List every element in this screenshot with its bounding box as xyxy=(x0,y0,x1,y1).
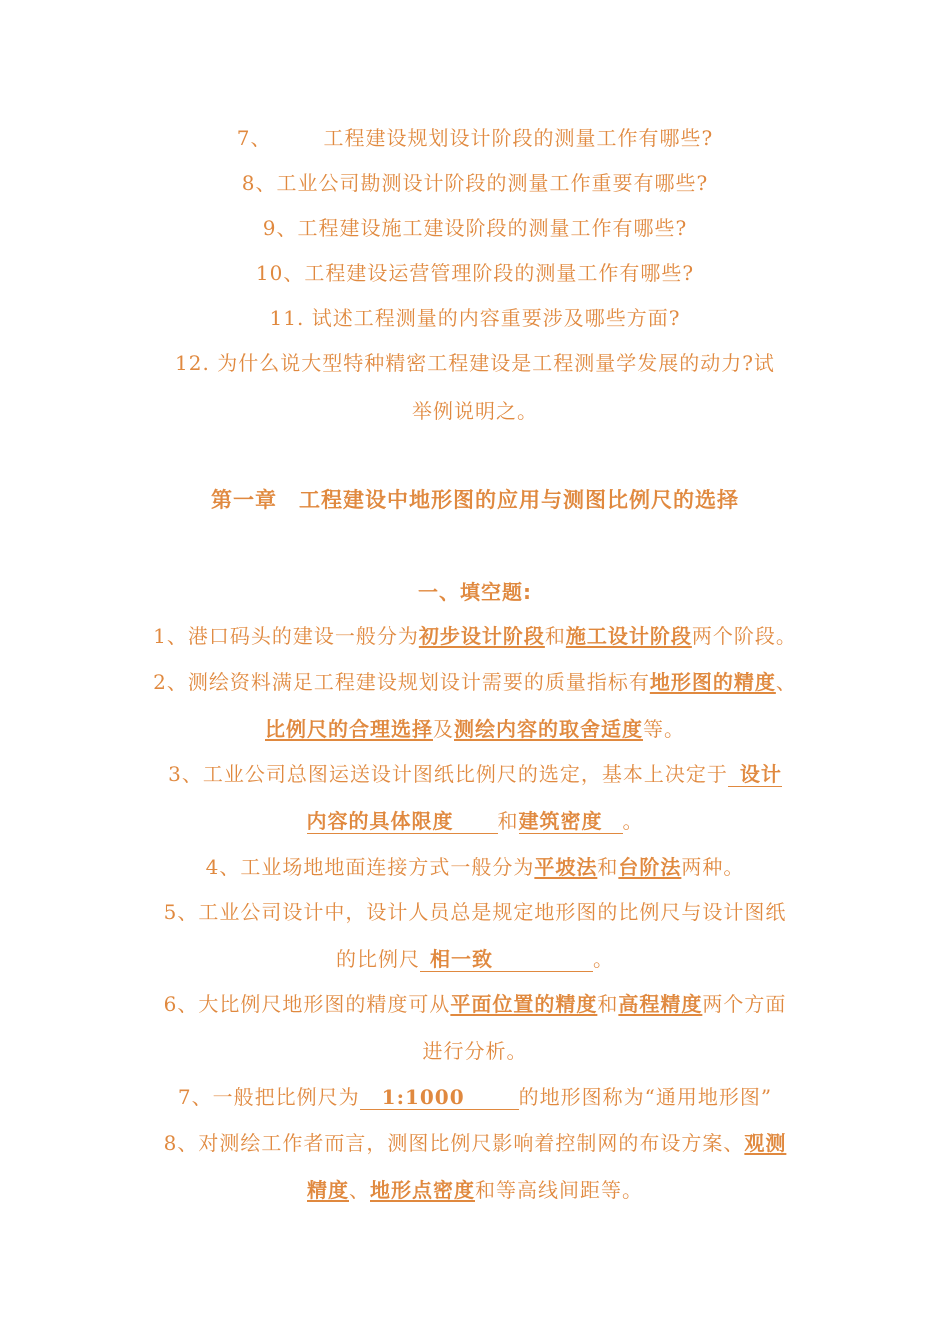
answer: 测绘内容的取舍适度 xyxy=(454,717,643,741)
text: 和 xyxy=(497,809,519,833)
question-11: 11. 试述工程测量的内容重要涉及哪些方面? xyxy=(269,306,681,330)
text: 和 xyxy=(544,624,566,648)
question-9: 9、工程建设施工建设阶段的测量工作有哪些? xyxy=(262,216,688,240)
fill-item-1 xyxy=(0,622,950,650)
text: 的地形图称为“通用地形图” xyxy=(518,1085,773,1109)
answer: 施工设计阶段 xyxy=(565,624,692,648)
text: 、 xyxy=(349,1178,370,1202)
answer: 地形点密度 xyxy=(370,1178,475,1202)
fill-item-2-line1 xyxy=(0,668,950,696)
answer: 地形图的精度 xyxy=(649,670,776,694)
fill-item-6-line2: 进行分析。 xyxy=(422,1039,528,1063)
text: 3、工业公司总图运送设计图纸比例尺的选定，基本上决定于 xyxy=(168,762,728,786)
fill-item-8-line1 xyxy=(0,1129,950,1157)
text: 和等高线间距等。 xyxy=(475,1178,643,1202)
question-7 xyxy=(0,124,950,152)
fill-item-2-line2 xyxy=(0,715,950,743)
fill-item-5-line2 xyxy=(0,945,950,973)
fill-item-8-line2 xyxy=(0,1176,950,1204)
fill-item-3-line1 xyxy=(0,760,950,788)
answer: 相一致 xyxy=(420,947,593,972)
chapter-title: 第一章 工程建设中地形图的应用与测图比例尺的选择 xyxy=(211,488,739,512)
text: 的比例尺 xyxy=(336,947,420,971)
text: 两种。 xyxy=(681,855,745,879)
answer: 平坡法 xyxy=(534,855,598,879)
answer: 设计 xyxy=(728,762,782,787)
question-text: 工程建设规划设计阶段的测量工作有哪些? xyxy=(323,126,714,150)
text: 两个方面 xyxy=(702,992,787,1016)
answer: 精度 xyxy=(307,1178,349,1202)
answer: 高程精度 xyxy=(618,992,703,1016)
text: 两个阶段。 xyxy=(691,624,797,648)
question-number: 7、 xyxy=(236,126,272,150)
answer: 初步设计阶段 xyxy=(418,624,545,648)
fill-item-4 xyxy=(0,853,950,881)
text: 4、工业场地地面连接方式一般分为 xyxy=(205,855,535,879)
text: 、 xyxy=(775,670,797,694)
fill-item-6-line1 xyxy=(0,990,950,1018)
question-10: 10、工程建设运营管理阶段的测量工作有哪些? xyxy=(255,261,695,285)
text: 8、对测绘工作者而言，测图比例尺影响着控制网的布设方案、 xyxy=(163,1131,745,1155)
question-12-line2: 举例说明之。 xyxy=(412,399,538,423)
text: 等。 xyxy=(643,717,685,741)
text: 1、港口码头的建设一般分为 xyxy=(153,624,419,648)
text: 6、大比例尺地形图的精度可从 xyxy=(163,992,451,1016)
answer: 1:1000 xyxy=(360,1085,519,1110)
text: 。 xyxy=(593,947,614,971)
text: 和 xyxy=(597,992,619,1016)
text: 7、一般把比例尺为 xyxy=(177,1085,360,1109)
answer: 观测 xyxy=(744,1131,787,1155)
question-12-line1: 12. 为什么说大型特种精密工程建设是工程测量学发展的动力?试 xyxy=(175,351,775,375)
answer: 台阶法 xyxy=(618,855,682,879)
text: 和 xyxy=(597,855,619,879)
answer: 内容的具体限度 xyxy=(307,809,498,834)
text: 2、测绘资料满足工程建设规划设计需要的质量指标有 xyxy=(153,670,650,694)
fill-item-5-line1: 5、工业公司设计中，设计人员总是规定地形图的比例尺与设计图纸 xyxy=(163,900,787,924)
text: 。 xyxy=(622,809,644,833)
fill-item-3-line2 xyxy=(0,807,950,835)
section-heading: 一、填空题: xyxy=(418,580,532,604)
answer: 比例尺的合理选择 xyxy=(265,717,433,741)
fill-item-7 xyxy=(0,1083,950,1111)
text: 及 xyxy=(433,717,454,741)
answer: 建筑密度 xyxy=(519,809,623,834)
answer: 平面位置的精度 xyxy=(450,992,598,1016)
question-8: 8、工业公司勘测设计阶段的测量工作重要有哪些? xyxy=(241,171,709,195)
